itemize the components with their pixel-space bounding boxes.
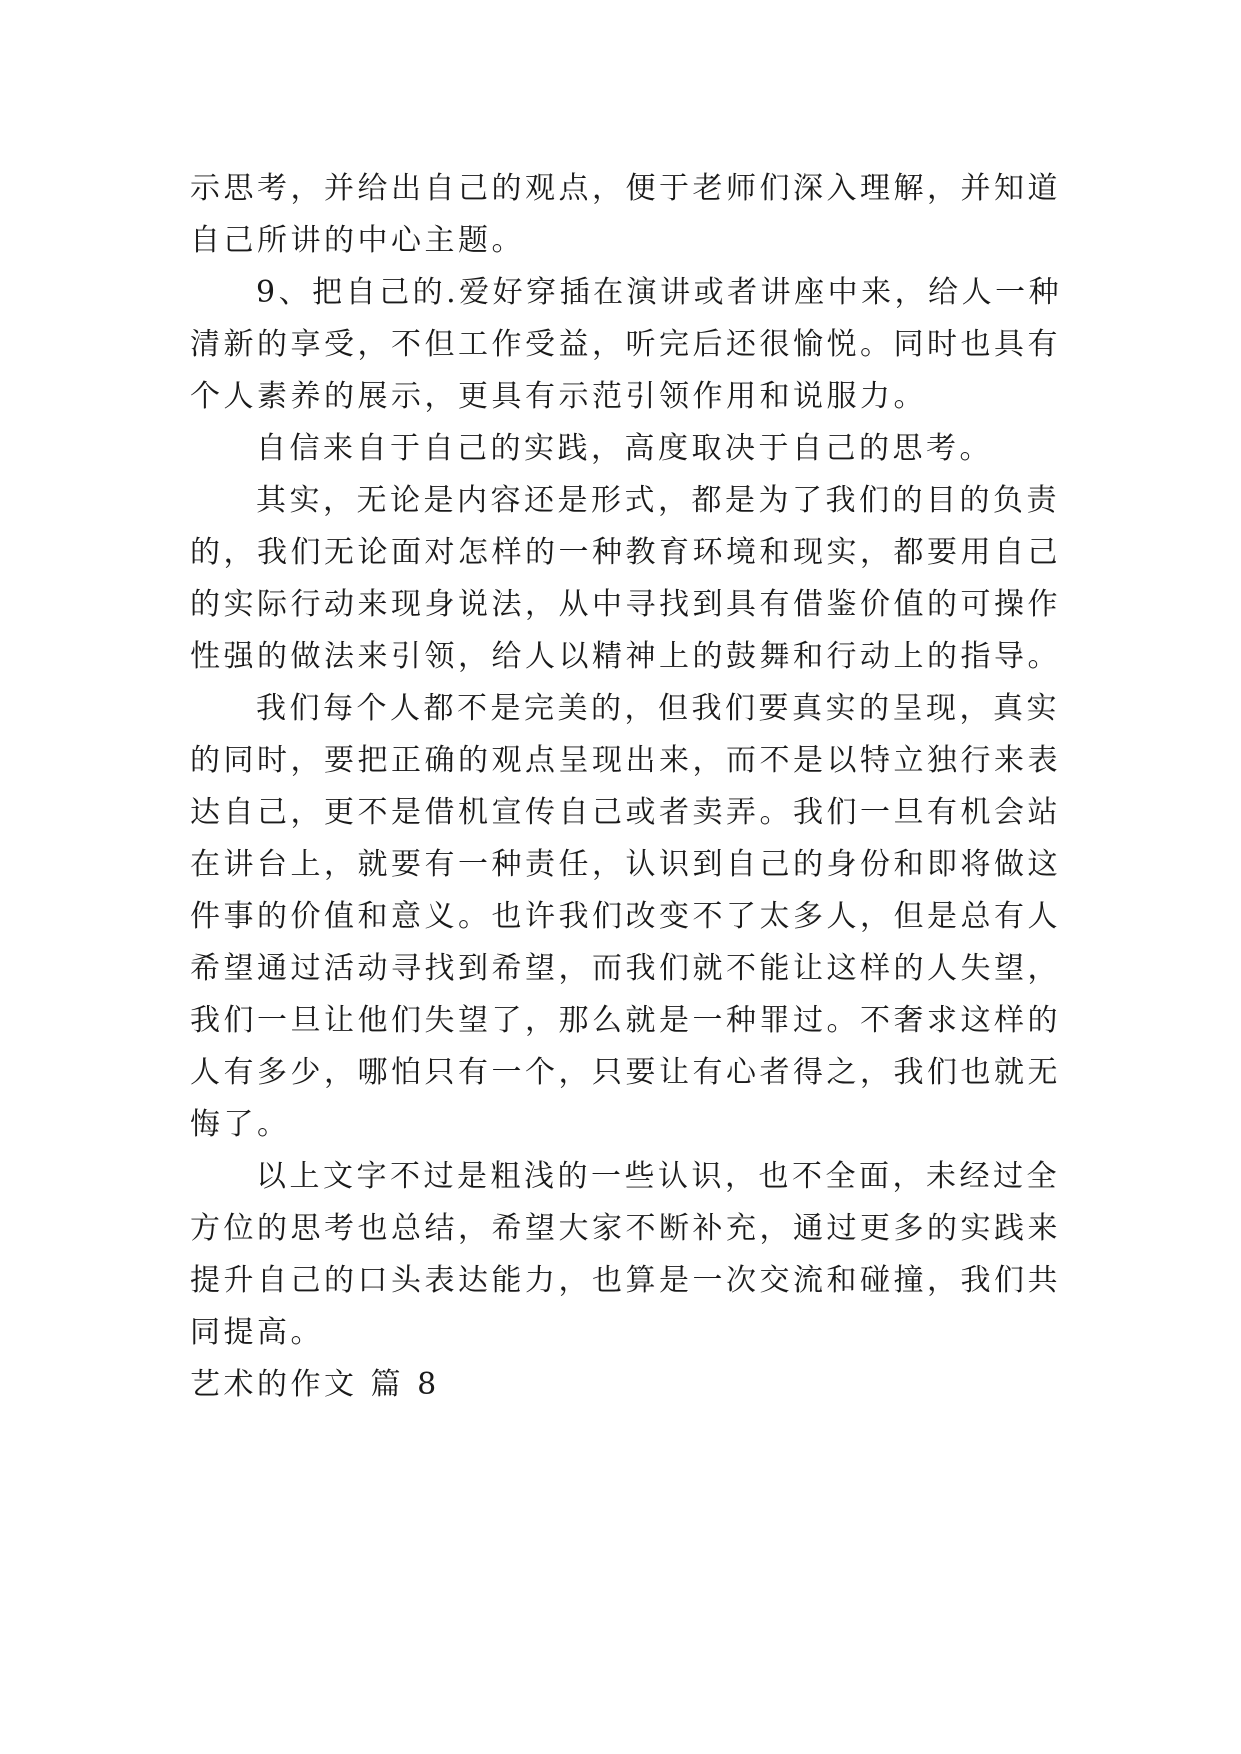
text-line: 性强的做法来引领，给人以精神上的鼓舞和行动上的指导。 (190, 639, 1061, 674)
text-line: 希望通过活动寻找到希望，而我们就不能让这样的人失望， (190, 951, 1061, 986)
text-line: 自信来自于自己的实践，高度取决于自己的思考。 (256, 431, 993, 466)
text-line: 自己所讲的中心主题。 (190, 223, 525, 258)
text-line: 提升自己的口头表达能力，也算是一次交流和碰撞，我们共 (190, 1263, 1061, 1298)
text-line: 人有多少，哪怕只有一个，只要让有心者得之，我们也就无 (190, 1055, 1061, 1090)
text-line: 我们一旦让他们失望了，那么就是一种罪过。不奢求这样的 (190, 1003, 1061, 1038)
section-heading: 艺术的作文 篇 8 (190, 1367, 440, 1402)
text-line: 方位的思考也总结，希望大家不断补充，通过更多的实践来 (190, 1211, 1061, 1246)
text-line: 的，我们无论面对怎样的一种教育环境和现实，都要用自己 (190, 535, 1061, 570)
text-line: 件事的价值和意义。也许我们改变不了太多人，但是总有人 (190, 899, 1061, 934)
text-line: 悔了。 (190, 1107, 291, 1142)
text-line: 个人素养的展示，更具有示范引领作用和说服力。 (190, 379, 927, 414)
text-line: 清新的享受，不但工作受益，听完后还很愉悦。同时也具有 (190, 327, 1061, 362)
text-line: 的同时，要把正确的观点呈现出来，而不是以特立独行来表 (190, 743, 1061, 778)
text-line: 在讲台上，就要有一种责任，认识到自己的身份和即将做这 (190, 847, 1061, 882)
text-line: 达自己，更不是借机宣传自己或者卖弄。我们一旦有机会站 (190, 795, 1061, 830)
text-line: 其实，无论是内容还是形式，都是为了我们的目的负责 (256, 483, 1060, 518)
text-line: 我们每个人都不是完美的，但我们要真实的呈现，真实 (256, 691, 1060, 726)
text-line: 同提高。 (190, 1315, 324, 1350)
text-line: 示思考，并给出自己的观点，便于老师们深入理解，并知道 (190, 171, 1061, 206)
text-line: 以上文字不过是粗浅的一些认识，也不全面，未经过全 (256, 1159, 1060, 1194)
text-line: 9、把自己的.爱好穿插在演讲或者讲座中来，给人一种 (256, 275, 1063, 310)
text-line: 的实际行动来现身说法，从中寻找到具有借鉴价值的可操作 (190, 587, 1061, 622)
